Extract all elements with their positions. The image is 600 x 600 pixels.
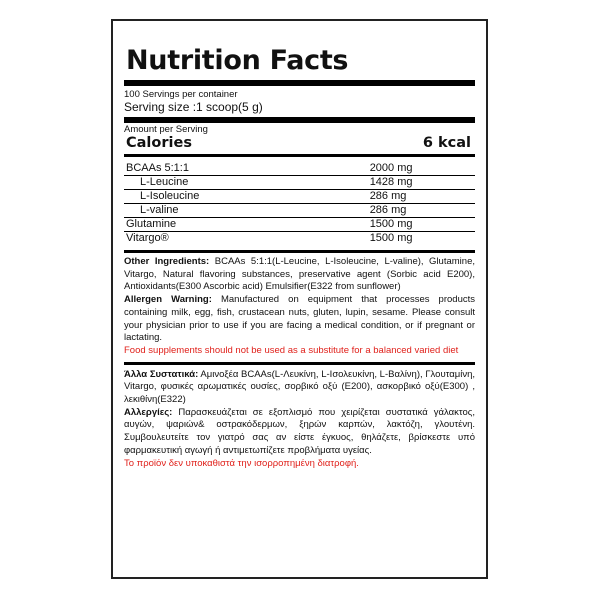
table-row xyxy=(124,232,475,246)
allergen-paragraph xyxy=(124,294,475,345)
table-row xyxy=(124,218,475,232)
supplement-warning: Food supplements should not be used as a substitute for a balanced varied diet xyxy=(124,344,459,356)
servings-per-container: 100 Servings per container xyxy=(124,89,238,100)
english-section xyxy=(124,253,475,358)
greek-allergen-text: Παρασκευάζεται σε εξοπλισμό που χειρίζεται συστατικά γάλακτος, αυγών, ψαριών& οστρακόδερμων, ξηρών καρπών, λακτόζη, γλουτένη. Συμβουλευτείτε τον γιατρό σας αν είστε έγκυος, θηλάζετε, βρίσκεστε υπό φαρμακευτική αγωγή ή αντιμετωπίζετε προβλήματα υγείας. xyxy=(124,406,475,456)
greek-ingredients-heading: Άλλα Συστατικά: xyxy=(124,368,199,380)
calories-label: Calories xyxy=(126,135,192,151)
nutrient-value: 1428 mg xyxy=(370,176,475,190)
calories-row xyxy=(124,135,475,154)
table-row xyxy=(124,176,475,190)
greek-section xyxy=(124,365,475,471)
serving-size: Serving size :1 scoop(5 g) xyxy=(124,100,263,114)
nutrition-label xyxy=(111,19,488,579)
ingredients-heading: Other Ingredients: xyxy=(124,256,210,267)
amount-per-serving: Amount per Serving xyxy=(124,124,208,135)
allergen-heading: Allergen Warning: xyxy=(124,294,212,306)
greek-allergen-heading: Αλλεργίες: xyxy=(124,406,173,418)
divider-mid xyxy=(124,154,475,157)
nutrient-value: 1500 mg xyxy=(370,218,475,232)
nutrient-name: BCAAs 5:1:1 xyxy=(124,162,370,176)
greek-ingredients-text: Αμινοξέα BCAAs(L-Λευκίνη, L-Ισολευκίνη, L-Βαλίνη), Γλουταμίνη, Vitargo, φυσικές αρωματικές ουσίες, σορβικό οξύ (E200), ασκορβικό οξύ(E300) , λεκιθίνη(E322) xyxy=(124,368,476,406)
greek-supplement-warning: Το προϊόν δεν υποκαθιστά την ισορροπημένη διατροφή. xyxy=(124,457,359,469)
nutrient-value: 1500 mg xyxy=(369,232,413,244)
greek-ingredients-paragraph xyxy=(124,369,475,407)
ingredients-paragraph xyxy=(124,256,475,294)
greek-allergen-paragraph xyxy=(124,407,475,458)
nutrient-value: 286 mg xyxy=(370,204,475,218)
nutrient-name: L-valine xyxy=(124,204,370,218)
nutrient-table xyxy=(124,162,475,245)
ingredients-text: BCAAs 5:1:1(L-Leucine, L-Isoleucine, L-valine), Glutamine, Vitargo, Natural flavoring substances, preservative agent (Sorbic acid E200), Antioxidants(E300 Ascorbic acid) Emulsifier(E322 from sunflower) xyxy=(124,256,475,293)
nutrient-name: Glutamine xyxy=(124,218,370,232)
table-row xyxy=(124,190,475,204)
table-row xyxy=(124,204,475,218)
table-row xyxy=(124,162,475,176)
nutrient-value: 2000 mg xyxy=(370,162,475,176)
label-title: Nutrition Facts xyxy=(126,45,349,76)
nutrient-name: L-Isoleucine xyxy=(124,190,370,204)
nutrient-value: 286 mg xyxy=(370,190,475,204)
divider-thick xyxy=(124,80,475,86)
nutrient-name: Vitargo® xyxy=(126,232,169,244)
calories-value: 6 kcal xyxy=(422,135,471,151)
allergen-text: Manufactured on equipment that processes products containing milk, egg, fish, crustacean nuts, gluten, lupin, sesame. Please consult your physician prior to use if you are facing a medical condition, or if pregnant or lactating. xyxy=(124,294,475,344)
nutrient-name: L-Leucine xyxy=(124,176,370,190)
divider-thick xyxy=(124,117,475,123)
